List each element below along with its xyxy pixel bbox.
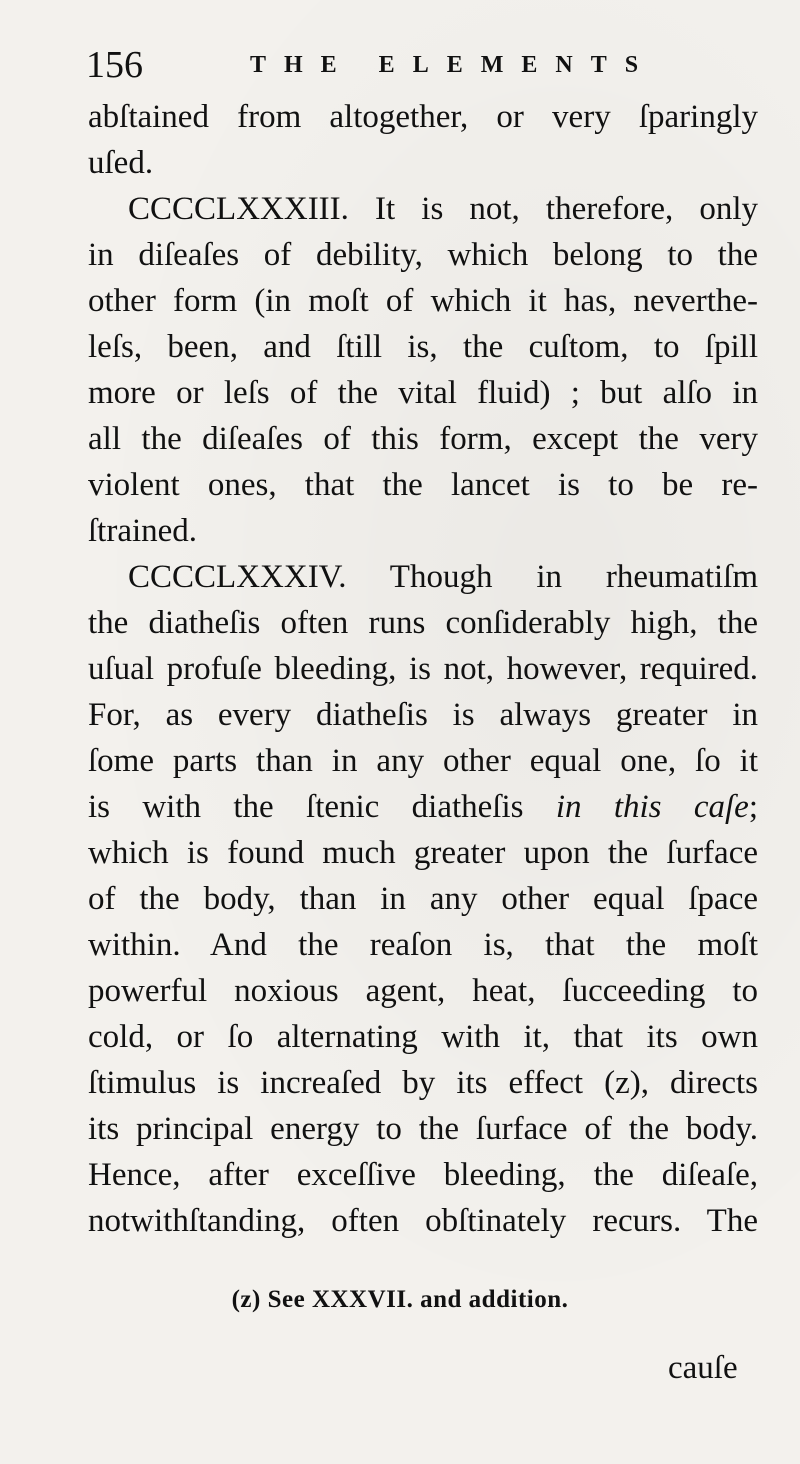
text-line <box>88 232 758 278</box>
text-line-main: within. And the reaſon is, that the moſt <box>88 927 758 963</box>
text-line <box>88 140 758 186</box>
text-line-main: the diatheſis often runs conſiderably high, the <box>88 605 758 641</box>
text-line-main: For, as every diatheſis is always greater in <box>88 697 758 733</box>
text-line-italic: in this caſe <box>555 789 749 825</box>
text-line <box>88 462 758 508</box>
page-number: 156 <box>86 44 143 86</box>
text-line <box>88 738 758 784</box>
text-line-after: ; <box>748 789 758 825</box>
text-line-main: cold, or ſo alternating with it, that its own <box>88 1019 758 1055</box>
text-line <box>88 830 758 876</box>
catchword: cauſe <box>668 1350 738 1386</box>
page-header <box>86 40 746 90</box>
text-line-main: CCCCLXXXIII. It is not, therefore, only <box>128 191 758 227</box>
text-line <box>88 1198 758 1244</box>
text-line-main: in diſeaſes of debility, which belong to the <box>88 237 758 273</box>
text-line-main: of the body, than in any other equal ſpace <box>88 881 758 917</box>
text-line-main: ſtrained. <box>88 513 198 549</box>
text-line-main: abſtained from altogether, or very ſparingly <box>88 99 758 135</box>
text-line-main: uſual profuſe bleeding, is not, however, required. <box>88 651 758 687</box>
text-line <box>88 968 758 1014</box>
text-line <box>88 600 758 646</box>
footnote: (z) See XXXVII. and addition. <box>231 1286 569 1313</box>
text-line <box>88 94 758 140</box>
text-line <box>88 784 758 830</box>
text-line <box>88 1106 758 1152</box>
text-line-main: its principal energy to the ſurface of the body. <box>88 1111 758 1147</box>
text-line <box>88 278 758 324</box>
text-line-main: which is found much greater upon the ſurface <box>88 835 758 871</box>
running-head: THE ELEMENTS <box>250 52 657 78</box>
text-line <box>88 554 758 600</box>
text-line-main: leſs, been, and ſtill is, the cuſtom, to ſpill <box>88 329 758 365</box>
text-line-main: other form (in moſt of which it has, neverthe- <box>88 283 758 319</box>
text-line-main: Hence, after exceſſive bleeding, the diſeaſe, <box>88 1157 758 1193</box>
text-line <box>88 876 758 922</box>
text-line <box>88 370 758 416</box>
body-text <box>88 94 758 1244</box>
text-line <box>88 1060 758 1106</box>
text-line-main: powerful noxious agent, heat, ſucceeding to <box>88 973 758 1009</box>
text-line-main: violent ones, that the lancet is to be re- <box>88 467 758 503</box>
text-line-main: notwithſtanding, often obſtinately recurs. The <box>88 1203 758 1239</box>
text-line-main: ſome parts than in any other equal one, ſo it <box>88 743 758 779</box>
text-line <box>88 692 758 738</box>
text-line-main: more or leſs of the vital fluid) ; but alſo in <box>88 375 758 411</box>
text-line-main: ſtimulus is increaſed by its effect (z), directs <box>88 1065 758 1101</box>
text-line <box>88 1014 758 1060</box>
text-line <box>88 922 758 968</box>
text-line-main: is with the ſtenic diatheſis <box>88 789 556 825</box>
text-line-main: all the diſeaſes of this form, except the very <box>88 421 758 457</box>
text-line <box>88 324 758 370</box>
text-line-main: uſed. <box>88 145 154 181</box>
text-line <box>88 1152 758 1198</box>
text-line <box>88 186 758 232</box>
text-line <box>88 646 758 692</box>
text-line-main: CCCCLXXXIV. Though in rheumatiſm <box>128 559 758 595</box>
text-line <box>88 508 758 554</box>
text-line <box>88 416 758 462</box>
